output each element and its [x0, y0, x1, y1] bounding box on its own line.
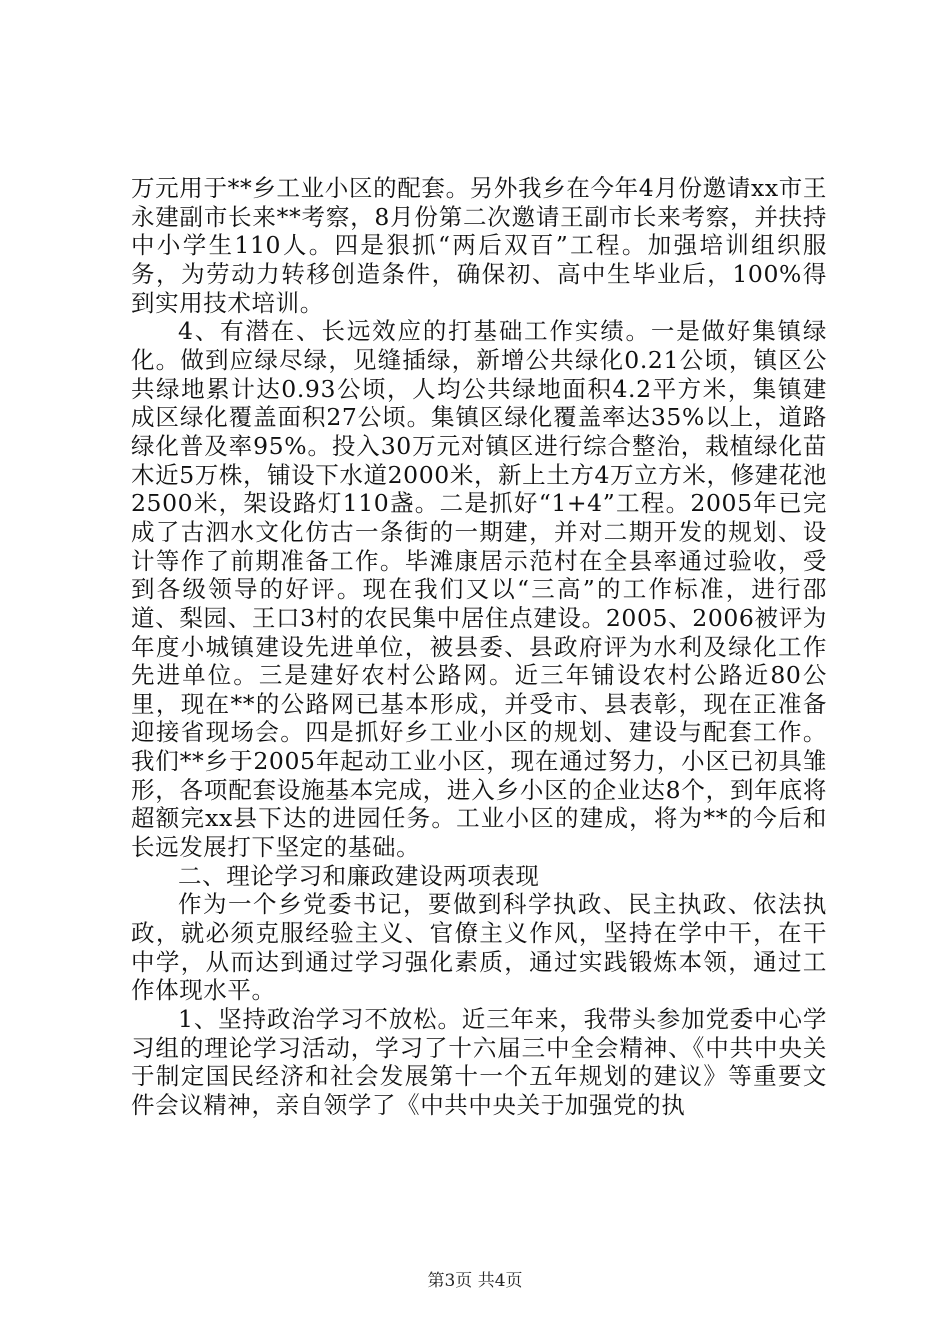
- document-body: [131, 174, 827, 1120]
- page-footer: 第3页 共4页: [427, 1271, 523, 1291]
- section-heading: 二、理论学习和廉政建设两项表现: [178, 861, 540, 890]
- paragraph-party-secretary: 作为一个乡党委书记，要做到科学执政、民主执政、依法执政，就必须克服经验主义、官僚主义作风，坚持在学中干，在干中学，从而达到通过学习强化素质，通过实践锻炼本领，通过工作体现水平。: [131, 890, 827, 1005]
- paragraph-continuation: 万元用于**乡工业小区的配套。另外我乡在今年4月份邀请xx市王永建副市长来**考察，8月份第二次邀请王副市长来考察，并扶持中小学生110人。四是狠抓“两后双百”工程。加强培训组织服务，为劳动力转移创造条件，确保初、高中生毕业后，100%得到实用技术培训。: [131, 174, 827, 317]
- paragraph-political-study: 1、坚持政治学习不放松。近三年来，我带头参加党委中心学习组的理论学习活动，学习了十六届三中全会精神、《中共中央关于制定国民经济和社会发展第十一个五年规划的建议》等重要文件会议精神，亲自领学了《中共中央关于加强党的执: [131, 1005, 827, 1119]
- paragraph-foundation-work: 4、有潜在、长远效应的打基础工作实绩。一是做好集镇绿化。做到应绿尽绿，见缝插绿，新增公共绿化0.21公顷，镇区公共绿地累计达0.93公顷，人均公共绿地面积4.2平方米，集镇建成区绿化覆盖面积27公顷。集镇区绿化覆盖率达35%以上，道路绿化普及率95%。投入30万元对镇区进行综合整治，栽植绿化苗木近5万株，铺设下水道2000米，新上土方4万立方米，修建花池2500米，架设路灯110盏。二是抓好“1+4”工程。2005年已完成了古泗水文化仿古一条街的一期建，并对二期开发的规划、设计等作了前期准备工作。毕滩康居示范村在全县率通过验收，受到各级领导的好评。现在我们又以“三高”的工作标准，进行邵道、梨园、王口3村的农民集中居住点建设。2005、2006被评为年度小城镇建设先进单位，被县委、县政府评为水利及绿化工作先进单位。三是建好农村公路网。近三年铺设农村公路近80公里，现在**的公路网已基本形成，并受市、县表彰，现在正准备迎接省现场会。四是抓好乡工业小区的规划、建设与配套工作。我们**乡于2005年起动工业小区，现在通过努力，小区已初具雏形，各项配套设施基本完成，进入乡小区的企业达8个，到年底将超额完xx县下达的进园任务。工业小区的建成，将为**的今后和长远发展打下坚定的基础。: [131, 317, 827, 862]
